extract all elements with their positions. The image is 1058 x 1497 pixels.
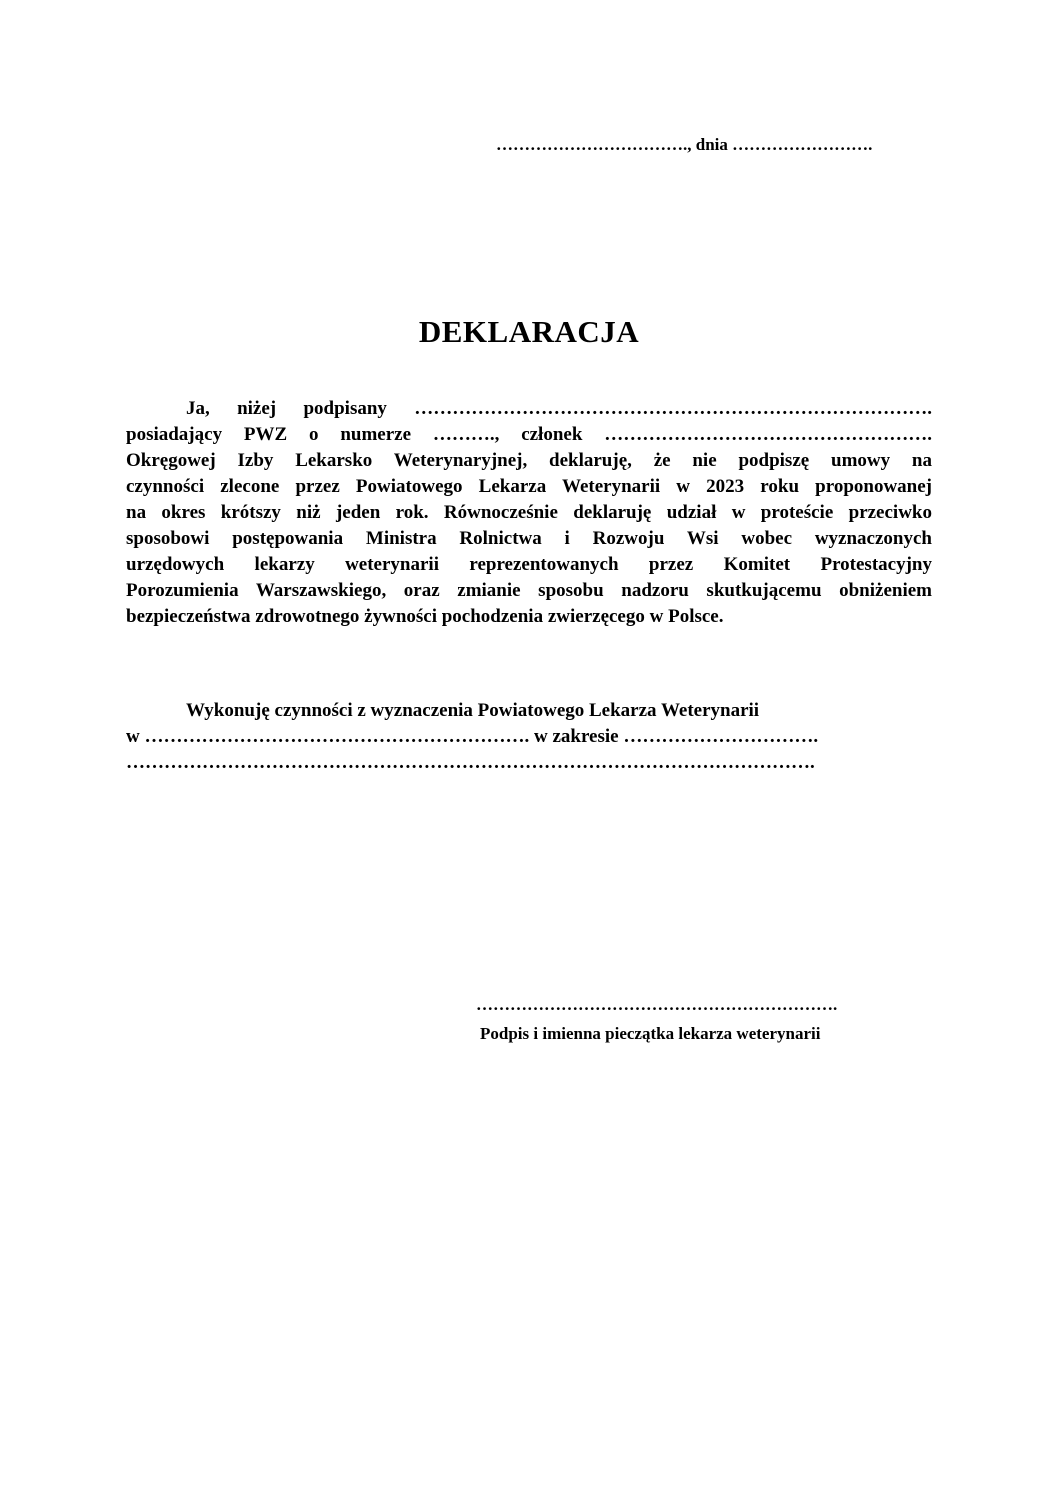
signature-line: ………………………………………………………. [476,995,838,1014]
scope-paragraph [126,698,932,776]
scope-line-2: w ……………………………………………………. w zakresie …………………………. [126,726,819,747]
document-title: DEKLARACJA [418,314,640,349]
declaration-line-5: na okres krótszy niż jeden rok. Równocześnie deklaruję udział w proteście przeciwko [126,502,932,523]
scope-line-3: ………………………………………………………………………………………………. [126,752,815,773]
declaration-line-2: posiadający PWZ o numerze ………., członek ……………………………………………. [126,424,932,445]
place-date-line: ……………………………., dnia ……………………. [496,135,873,154]
declaration-line-3: Okręgowej Izby Lekarsko Weterynaryjnej, deklaruję, że nie podpiszę umowy na [126,450,932,471]
declaration-line-7: urzędowych lekarzy weterynarii reprezentowanych przez Komitet Protestacyjny [126,554,932,575]
declaration-line-1: Ja, niżej podpisany ………………………………………………………………………. [186,398,932,419]
declaration-line-6: sposobowi postępowania Ministra Rolnictwa i Rozwoju Wsi wobec wyznaczonych [126,528,932,549]
scope-line-1: Wykonuję czynności z wyznaczenia Powiatowego Lekarza Weterynarii [186,700,760,721]
declaration-line-4: czynności zlecone przez Powiatowego Lekarza Weterynarii w 2023 roku proponowanej [126,476,932,497]
declaration-paragraph [126,396,932,630]
signature-caption: Podpis i imienna pieczątka lekarza weterynarii [480,1024,821,1043]
declaration-line-9: bezpieczeństwa zdrowotnego żywności pochodzenia zwierzęcego w Polsce. [126,606,724,627]
declaration-line-8: Porozumienia Warszawskiego, oraz zmianie sposobu nadzoru skutkującemu obniżeniem [126,580,932,601]
